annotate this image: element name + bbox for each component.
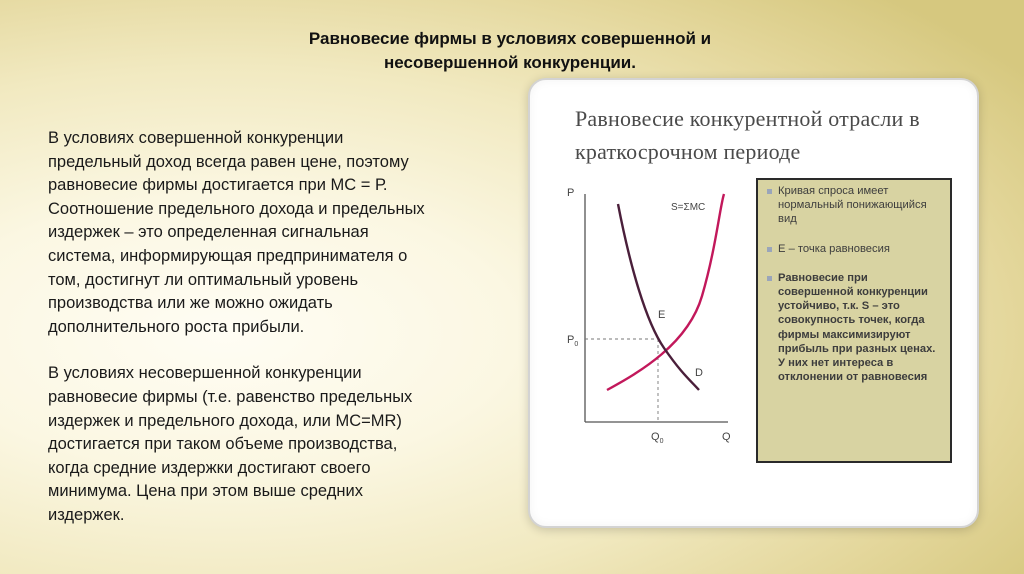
demand-curve-label: D bbox=[695, 367, 703, 379]
price-p0-label bbox=[567, 334, 578, 348]
notes-box bbox=[756, 178, 952, 463]
panel-title-line2: краткосрочном периоде bbox=[575, 139, 801, 164]
slide-body bbox=[48, 127, 493, 528]
quantity-q0-letter: Q bbox=[651, 431, 660, 443]
equilibrium-panel bbox=[528, 78, 979, 528]
note-stable-equilibrium: Равновесие при совершенной конкуренции устойчиво, т.к. S – это совокупность точек, когда фирмы максимизируют прибыль при разных ценах. У них нет интереса в отклонении от равновесия bbox=[766, 271, 944, 385]
panel-title bbox=[575, 102, 975, 168]
panel-title-line1: Равновесие конкурентной отрасли в bbox=[575, 106, 920, 131]
supply-curve bbox=[607, 194, 724, 390]
quantity-q0-label bbox=[651, 431, 664, 445]
equilibrium-point-label: E bbox=[658, 309, 666, 321]
price-p0-letter: P bbox=[567, 334, 575, 346]
paragraph-perfect-competition: В условиях совершенной конкуренции предельный доход всегда равен цене, поэтому равновесие фирмы достигается при МС = Р. Соотношение предельного дохода и предельных издержек – это определенная сигнальная система, информирующая предпринимателя о том, достигнут ли оптимальный уровень производства или же можно ожидать дополнительного роста прибыли. bbox=[48, 129, 425, 336]
supply-demand-graph bbox=[550, 176, 750, 466]
price-p0-subscript: 0 bbox=[574, 341, 579, 348]
quantity-q0-subscript: 0 bbox=[659, 438, 664, 445]
y-axis-label: P bbox=[567, 187, 575, 199]
demand-curve bbox=[618, 204, 699, 390]
note-equilibrium-point: Е – точка равновесия bbox=[766, 242, 944, 256]
x-axis-label: Q bbox=[722, 431, 731, 443]
paragraph-imperfect-competition: В условиях несовершенной конкуренции равновесие фирмы (т.е. равенство предельных издержек и предельного дохода, или МС=MR) достигается при таком объеме производства, когда средние издержки достигают своего минимума. Цена при этом выше средних издержек. bbox=[48, 364, 413, 524]
slide-title bbox=[230, 27, 790, 75]
slide-title-line1: Равновесие фирмы в условиях совершенной и bbox=[308, 29, 712, 48]
supply-curve-label: S=ΣMC bbox=[671, 202, 706, 213]
slide-title-line2: несовершенной конкуренции. bbox=[384, 53, 636, 72]
note-demand-curve: Кривая спроса имеет нормальный понижающийся вид bbox=[766, 184, 944, 227]
